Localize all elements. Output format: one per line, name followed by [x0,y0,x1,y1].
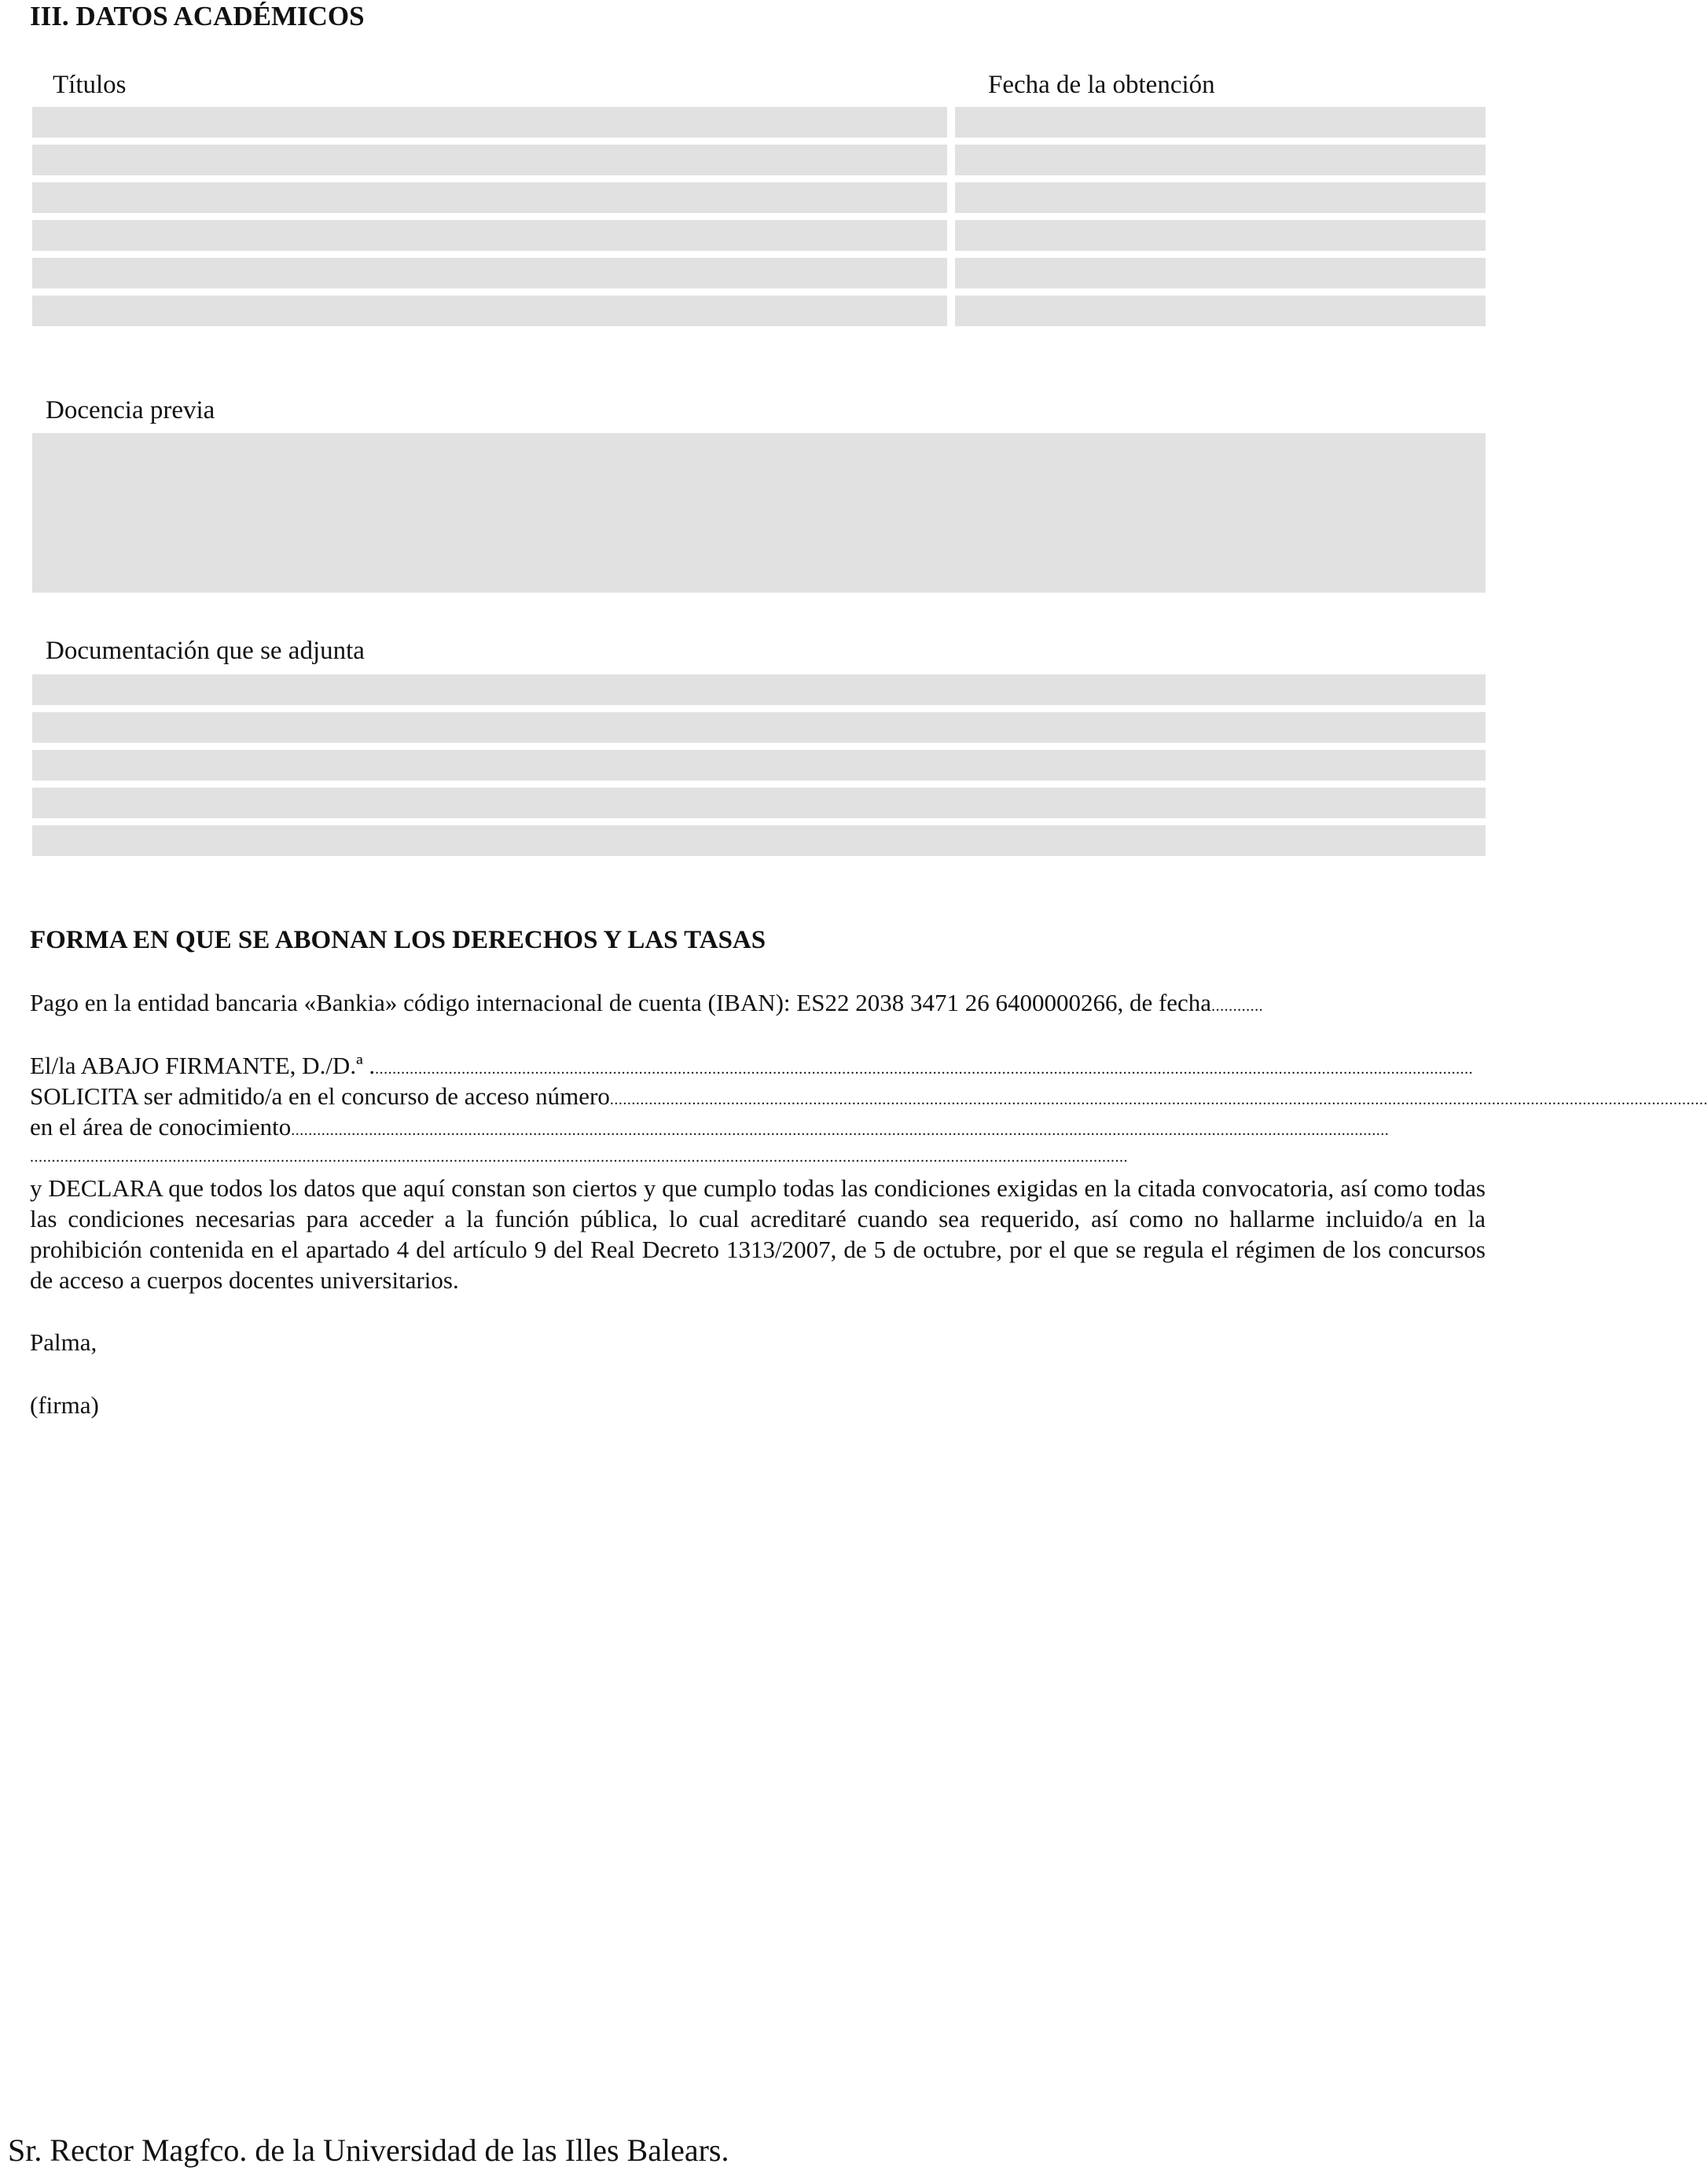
area-continuation-line [30,1142,1486,1173]
payment-date-dots: ............ [1211,997,1264,1015]
declara-paragraph: y DECLARA que todos los datos que aquí constan son ciertos y que cumplo todas las condiciones exigidas en la citada convocatoria, así como todas las condiciones necesarias para acceder a la función pública, lo cual acreditaré cuando sea requerido, así como no hallarme incluido/a en la prohibición contenida en el apartado 4 del artículo 9 del Real Decreto 1313/2007, de 5 de octubre, por el que se regula el régimen de los concursos de acceso a cuerpos docentes universitarios. [30,1174,1486,1294]
payment-title: FORMA EN QUE SE ABONAN LOS DERECHOS Y LAS TASAS [30,926,766,954]
solicita-dots: .............................................................................................................................................................................................................................................................. [609,1091,1708,1108]
documentacion-label: Documentación que se adjunta [46,637,365,665]
titulo-field[interactable] [32,220,947,251]
titulos-column-header: Títulos [53,71,127,99]
solicita-line [30,1081,1708,1115]
fecha-column-header: Fecha de la obtención [988,71,1215,99]
area-line [30,1111,1486,1146]
fecha-field[interactable] [955,182,1486,213]
documento-field[interactable] [32,674,1486,705]
solicita-label: SOLICITA ser admitido/a en el concurso de acceso número [30,1082,610,1110]
firmante-label: El/la ABAJO FIRMANTE, D./D.ª . [30,1052,376,1079]
fecha-field[interactable] [955,145,1486,175]
fecha-field[interactable] [955,220,1486,251]
payment-line [30,987,1486,1022]
fecha-field[interactable] [955,258,1486,288]
documento-field[interactable] [32,825,1486,856]
documento-field[interactable] [32,788,1486,818]
area-continuation-dots: .............................................................................................................................................................................................................................................................. [30,1148,1128,1166]
area-label: en el área de conocimiento [30,1113,292,1141]
area-dots: .............................................................................................................................................................................................................................................................. [291,1122,1390,1139]
firmante-dots: .............................................................................................................................................................................................................................................................. [375,1060,1474,1078]
documento-field[interactable] [32,712,1486,743]
fecha-field[interactable] [955,107,1486,138]
payment-text: Pago en la entidad bancaria «Bankia» código internacional de cuenta (IBAN): ES22 2038 3471 26 6400000266, de fecha [30,989,1212,1016]
signature-label: (firma) [30,1391,99,1419]
titulo-field[interactable] [32,107,947,138]
fecha-field[interactable] [955,296,1486,326]
docencia-label: Docencia previa [46,396,215,424]
titulo-field[interactable] [32,296,947,326]
section-title: III. DATOS ACADÉMICOS [30,1,365,31]
place-text: Palma, [30,1328,97,1356]
titulo-field[interactable] [32,145,947,175]
titulo-field[interactable] [32,182,947,213]
docencia-field[interactable] [32,433,1486,593]
titulo-field[interactable] [32,258,947,288]
addressee-footer: Sr. Rector Magfco. de la Universidad de las Illes Balears. [8,2132,729,2168]
firmante-line [30,1050,1486,1085]
documento-field[interactable] [32,750,1486,781]
